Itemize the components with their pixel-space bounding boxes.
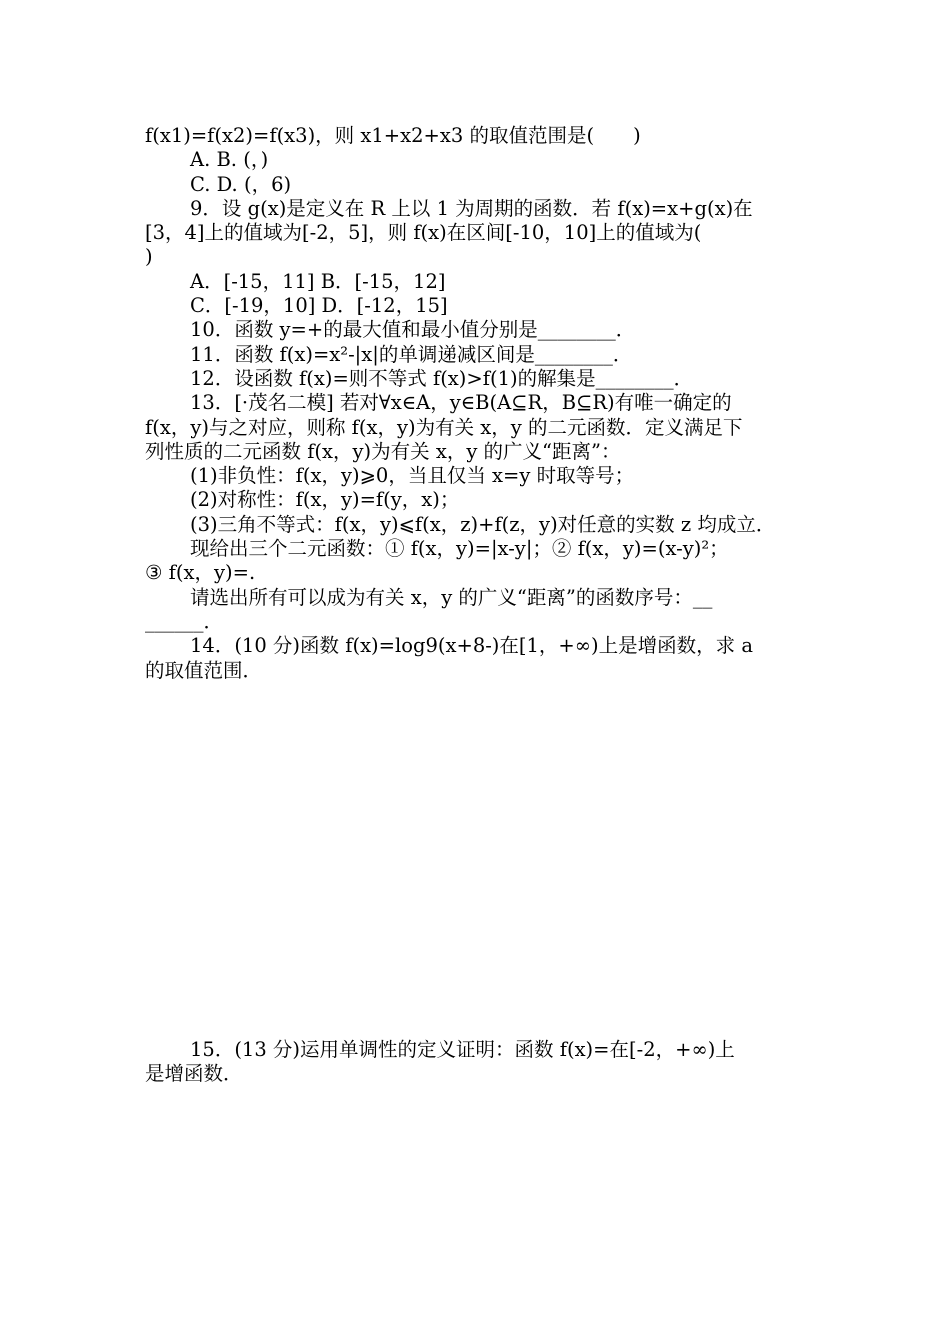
q9-line-1: 9．设 g(x)是定义在 R 上以 1 为周期的函数．若 f(x)=x+g(x)在 — [190, 196, 753, 220]
q8-option-ab: A. B. (，) — [190, 148, 269, 172]
q15-line-2: 是增函数． — [145, 1062, 243, 1086]
q13-blank: ______． — [145, 609, 224, 633]
q13-functions: 现给出三个二元函数：① f(x，y)=|x-y|；② f(x，y)=(x-y)²； — [190, 537, 729, 561]
q13-function-3: ③ f(x，y)=. — [145, 561, 256, 585]
q13-line-3: 列性质的二元函数 f(x，y)为有关 x，y 的广义“距离”： — [145, 439, 621, 463]
q9-option-cd: C．[-19，10] D．[-12，15] — [190, 294, 448, 318]
q13-property-3: (3)三角不等式：f(x，y)⩽f(x，z)+f(z，y)对任意的实数 z 均成立． — [190, 512, 776, 536]
q9-line-3: ) — [145, 245, 153, 269]
q14-line-1: 14．(10 分)函数 f(x)=log9(x+8-)在[1，+∞)上是增函数，求 a — [190, 634, 753, 658]
q15-line-1: 15．(13 分)运用单调性的定义证明：函数 f(x)=在[-2，+∞)上 — [190, 1038, 735, 1061]
q10: 10．函数 y=+的最大值和最小值分别是________． — [190, 318, 636, 342]
q12: 12．设函数 f(x)=则不等式 f(x)>f(1)的解集是________． — [190, 366, 694, 390]
q8-options-stem: f(x1)=f(x2)=f(x3)，则 x1+x2+x3 的取值范围是( ) — [145, 124, 641, 147]
q13-line-1: 13．[·茂名二模] 若对∀x∈A，y∈B(A⊆R，B⊆R)有唯一确定的 — [190, 391, 732, 415]
q13-line-2: f(x，y)与之对应，则称 f(x，y)为有关 x，y 的二元函数．定义满足下 — [145, 415, 743, 439]
q13-property-2: (2)对称性：f(x，y)=f(y，x)； — [190, 488, 460, 512]
q14-line-2: 的取值范围． — [145, 658, 263, 682]
problem-text — [145, 124, 810, 683]
q15-text — [145, 1038, 810, 1087]
q13-question: 请选出所有可以成为有关 x，y 的广义“距离”的函数序号：__ — [190, 585, 713, 609]
q9-line-2: [3，4]上的值域为[-2，5]，则 f(x)在区间[-10，10]上的值域为( — [145, 221, 702, 245]
q11: 11．函数 f(x)=x²-|x|的单调递减区间是________． — [190, 342, 633, 366]
q9-option-ab: A．[-15，11] B．[-15，12] — [190, 269, 446, 293]
q8-option-cd: C. D. (，6) — [190, 172, 292, 196]
q13-property-1: (1)非负性：f(x，y)⩾0，当且仅当 x=y 时取等号； — [190, 464, 635, 488]
